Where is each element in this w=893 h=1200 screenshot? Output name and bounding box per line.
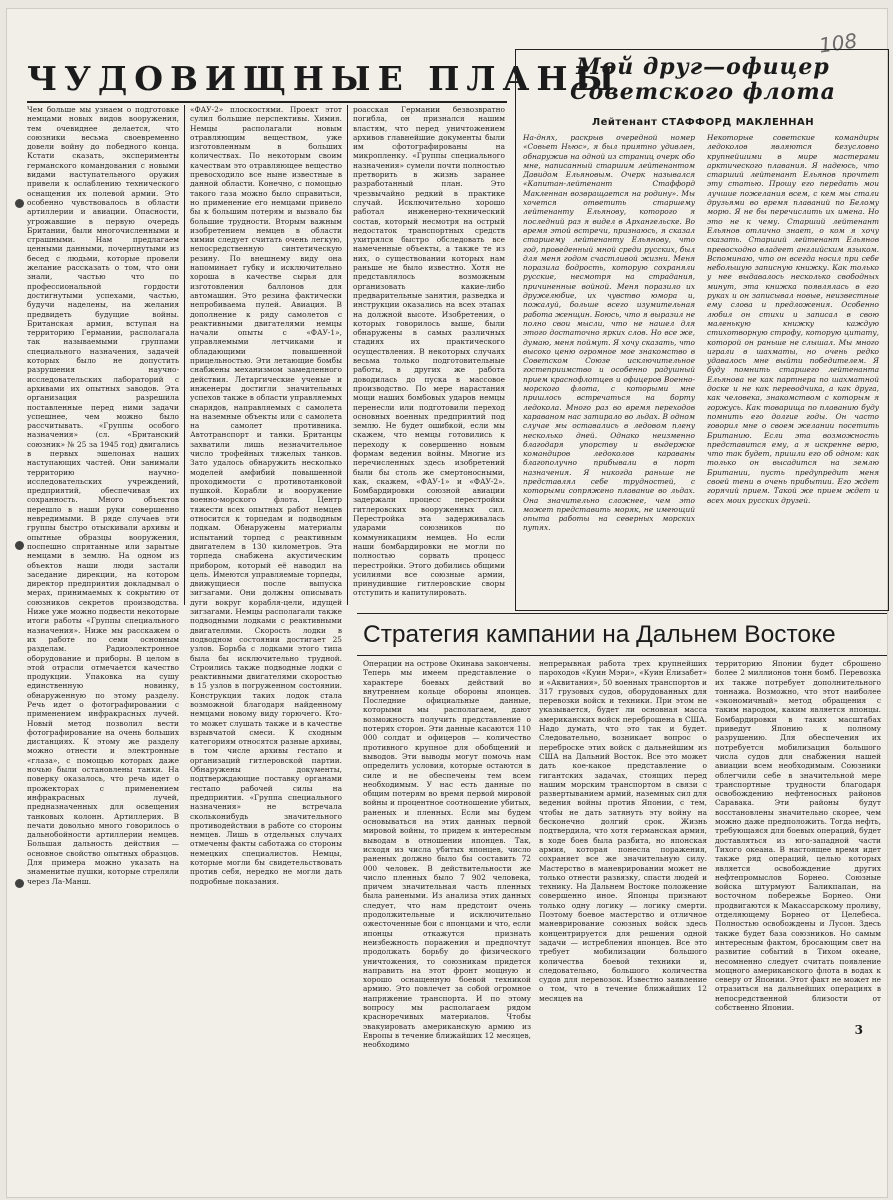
article1-column-1 (27, 105, 179, 1185)
article3-column-1 (363, 659, 531, 1189)
article1-col2-text: «ФАУ-2» плоскостями. Проект этот сулил большие перспективы. Химия. Немцы располагали новым отравляющим веществом, уже изготовленным в больших количествах. По некоторым своим качествам это отравляющее вещество превосходило все ныне известные в данной области. Конечно, с помощью такого газа можно было справиться, но применение его немцами привело бы к большим потерям и вызвало бы большие трудности. Вторым важным изобретением немцев в области химии следует считать очень легкую, непосредственную синтетическую резину. По внешнему виду она напоминает губку и исключительно хороша в качестве сырья для изготовления баллонов для автомашин. Это резина фактически непробиваема пулей. Авиация. В дополнение к ряду самолетов с реактивными двигателями немцы начали опыты с «ФАУ-1», управляемыми летчиками и обладающими повышенной прицельностью. Эти летающие бомбы снабжены механизмом замедленного действия. Летаргические ученые и инженеры достигли значительных успехов также в области управляемых снарядов, направляемых с самолета на наземные объекты или с самолета на самолет противника. Автотранспорт и танки. Британцы захватили лишь незначительное число трофейных тяжелых танков. Зато удалось обнаружить несколько моделей амфибий повышенной проходимости с противотанковой пушкой. Корабли и вооружение военно-морского флота. Центр тяжести всех опытных работ немцев относится к торпедам и подводным лодкам. Обнаружены материалы испытаний торпед с реактивным двигателем в 130 километров. Эта торпеда снабжена акустическим прибором, который её наводил на цель. Имеются управляемые торпеды, движущиеся после выпуска зигзагами. Они должны описывать дуги вокруг корабля-цели, идущей зигзагами. Немцы располагали также подводными лодками с реактивными двигателями. Скорость лодки в подводном состоянии достигает 25 узлов. Борьба с лодками этого типа была бы исключительно трудной. Строились также подводные лодки с реактивными двигателями скоростью в 15 узлов в погруженном состоянии. Конструкция таких лодок стала возможной благодаря найденному немцами новому виду горючего. Кто-то может слушать также и в качестве взрывчатой смеси. К сходным категориям относятся разные архивы, в том числе архивы гестапо и организаций гитлеровской партии. Обнаружены документы, подтверждающие поставку органами гестапо рабочей силы на предприятия. «Группа специального назначения» не встречала скольконибудь значительного противодействия в работе со стороны немцев. Лишь в отдельных случаях отмечены факты саботажа со стороны немецких специалистов. Немцы, которые могли бы свидетельствовать против себя, нередко не могли дать подробные показания. (190, 105, 342, 886)
article1-headline: ЧУДОВИЩНЫЕ ПЛАНЫ (27, 59, 622, 98)
article1-column-3 (353, 105, 505, 605)
article2-column-1 (523, 133, 695, 603)
article3-col2-text: непрерывная работа трех крупнейших пароходов «Куин Мэри», «Куин Елизабет» и «Аквитания», 50 военных транспортов и 317 грузовых судов, оборудованных для перевозки войск и техники. При этом не указывается, будет ли основная масса американских войск переброшена в США. Надо думать, что это так и будет. Следовательно, возникает вопрос о переброске этих войск с дальнейшим из США на Дальний Восток. Все это может дать кое-какое представление о гигантских задачах, стоящих перед нашим морским транспортом в связи с развертыванием армий, наземных сил для ведения войны против Японии, с тем, чтобы не дать затянуть эту войну на бесконечно долгий срок. Жизнь подтвердила, что хотя германская армия, в ходе боев была разбита, но японская армия, которая понесла поражения, сохраняет все же значительную силу. Мастерство в маневрировании может не только отнести развязку, спасти людей и технику. На Дальнем Востоке положение совершенно иное. Японцы признают только одну логику — логику смерти. Поэтому боевое мастерство и отличное маневрирование союзных войск здесь концентрируется для решения одной задачи — истребления японцев. Все это требует мобилизации большого количества боевой техники и, следовательно, большого количества судов для перевозок. Известно заявление о том, что в течение ближайших 12 месяцев на (539, 659, 707, 1003)
article1-col3-text: роасская Германии безвозвратно погибла, он признался нашим властям, что перед уничтожением архивов главнейшие документы были им сфотографированы на микропленку. «Группы специального назначения» сумели почти полностью претворить в жизнь заранее разработанный план. Это чрезвычайно редкий в практике случай. Исключительно хорошо работал инженерно-технический состав, который несмотря на острый недостаток транспортных средств ухитрялся быстро обследовать все намеченные объекты, а также те из них, о существовании которых нам раньше не было известно. Хотя не представлялось возможным организовать какие-либо предварительные занятия, разведка и инструкции оказались на всех этапах на должной высоте. Изобретения, о которых говорилось выше, были обнаружены в самых различных стадиях их практического осуществления. В некоторых случаях весьма только подготовительные работы, в других же работа доводилась до пуска в массовое производство. По мере нарастания мощи наших бомбовых ударов немцы перенесли или подготовили переход основных военных предприятий под землю. Не будет ошибкой, если мы скажем, что немцы готовились к переходу к совершенно новым формам ведения войны. Многие из перечисленных здесь изобретений были бы столь же смертоносными, как, скажем, «ФАУ-1» и «ФАУ-2». Бомбардировки союзной авиации задержали процесс перестройки гитлеровских вооруженных сил. Перестройка эта задерживалась ударами союзников по коммуникациям немцев. Но если наши бомбардировки не могли по полностью сорвать процесс перестройки. Этого добились общими усилиями все союзные армии, принудившие гитлеровские своры отступить и капитулировать. (353, 105, 505, 598)
article3-headline: Стратегия кампании на Дальнем Востоке (363, 621, 836, 648)
column-divider (184, 105, 185, 605)
section-rule (357, 613, 887, 614)
article3-column-3 (715, 659, 881, 1189)
article3-col3-text: территорию Японии будет сброшено более 2 миллионов тонн бомб. Перевозка их также потребует дополнительного тоннажа. Возможно, что этот наиболее «экономичный» метод обращения с таким народом, каким является японцы. Бомбардировки в таких масштабах приведут Японию к полному разрушению. Для обеспечения их потребуется мобилизация большого числа судов для снабжения нашей авиации всем необходимым. Союзники облегчили себе в значительной мере транспортные трудности благодаря освобождению нефтеносных районов Саравака. Эти районы будут восстановлены значительно скорее, чем можно даже предположить. Тогда нефть, требующаяся для боевых операций, будет доставляться из юго-западной части Тихого океана. В настоящее время идет также ряд операций, целью которых является освобождение других нефтепромыслов Борнео. Союзные войска штурмуют Баликпапан, на восточном побережье Борнео. Они продвигаются к Макассарскому проливу, отделяющему Борнео от Целебеса. Полностью освобождены и Лусон. Здесь также будет база союзников. Но самым интересным фактом, бросающим свет на развитие событий в Тихом океане, несомненно следует считать появление мощного американского флота в водах к северу от Японии. Этот факт не может не отразиться на дальнейших операциях в непосредственной близости от собственно Японии. (715, 659, 881, 1012)
article2-headline-line2: Советского флота (570, 79, 836, 105)
handwritten-folio: 108 (817, 28, 859, 58)
article2-col1-text: На-днях, раскрыв очередной номер «Совьет Ньюс», я был приятно удивлен, обнаружив на одной из страниц очерк обо мне, написанный старшим лейтенантом Давидом Ельяновым. Очерк назывался «Капитан-лейтенант Стаффорд Макленнан возвращается на родину». Мы хочется ответить старшему лейтенанту Ельянову, которого я последний раз я видел в Архангельске. Во время этой встречи, признаюсь, я сказал старшему лейтенанту Ельянову, что год, проведенный мной среди русских, был для меня годом счастливой жизни. Меня поразила бодрость, которую сохраняли русские, несмотря на страдания, причиненные войной. Меня поразило их дружелюбие, их чувство юмора и, пожалуй, больше всего изумительная работа женщин. Боюсь, что я выразил не полно свои мысли, что не нашел для этого достаточно ярких слов. Но все же, думаю, меня поймут. Я хочу сказать, что высоко ценю огромное мое знакомство в Советском Союзе исключительное гостеприимство и особенно радушный прием краснофлотцев и офицеров Военно-морского флота, с которыми мне пришлось встречаться на борту ледокола. Много раз во время переходов караваном нас затирало во льдах. В одном случае мы оставались в ледовом плену несколько дней. Однако неизменно благодаря упорству и выдержке командиров ледоколов караваны благополучно прибывали в порт назначения. Я никогда раньше не представлял себе трудностей, с которыми сопряжено плавание во льдах. Она значительно сложнее, чем это может представить моряк, не имеющий опыта работы на северных морских путях. (523, 133, 695, 533)
ink-blot (15, 879, 24, 888)
article2-byline: Лейтенант СТАФФОРД МАКЛЕННАН (591, 117, 815, 128)
headline-rule (27, 101, 507, 103)
article2-column-2 (707, 133, 879, 603)
section-rule (357, 655, 887, 656)
newspaper-page (6, 8, 888, 1198)
article2-headline-line1: Мой друг—офицер (576, 54, 830, 80)
column-divider (347, 105, 348, 605)
article1-col1-text: Чем больше мы узнаем о подготовке немцами новых видов вооружения, тем очевиднее делается, что союзники весьма своевременно довели войну до победного конца. Кстати сказать, эксперименты германского командования с новыми видами наступательного оружия привели к ослаблению технического оснащения их полевой армии. Это особенно чувствовалось в области артиллерии и авиации. Опасности, угрожавшие в первую очередь Британии, были многочисленными и страшными. Нам предлагаем ценными данными, почерпнутыми из бесед с людьми, которые провели желание рассказать о том, что они знали, частью что по профессиональной гордости достигнутыми успехами, частью, будучи наделены, на желания предвидеть будущие войны. Британская армия, вступая на территорию Германии, располагала так называемыми группами специального назначения, задачей которых было не допустить разрушения научно-исследовательских лабораторий с архивами их опытных заводов. Эта организация разрешила поставленные перед ними задачи успешнее, чем можно было рассчитывать. «Группы особого назначения» (сл. «Британский союзник» № 25 за 1945 год) двигались в первых эшелонах наших наступающих частей. Они занимали территорию научно-исследовательских учреждений, предприятий, обеспечивая их сохранность. Много объектов перешло в наши руки совершенно невредимыми. В ряде случаев эти группы быстро отыскивали архивы и опытные образцы вооружения, поспешно спрятанные или зарытые немцами в землю. На одном из объектов наши люди застали заседание дирекции, на котором директор предприятия докладывал о мерах, принимаемых к сокрытию от союзников секретов производства. Ниже уже можно подвести некоторые итоги работы «Группы специального назначения». Ниже мы расскажем о их работе по семи основным разделам. Радиоэлектронное оборудование и приборы. В целом в этой отрасли отмечается качество продукции. Упаковка на сушу единственную новинку, обнаруженную по этому разделу. Речь идет о фотографировании с применением инфракрасных лучей. Новый метод позволил вести фотографирование на очень больших дистанциях. К этому же разделу можно отнести и электронные «глаза», с помощью которых даже ночью были остановлены танки. На поверку оказалось, что речь идет о прожекторах с применением инфракрасных лучей, предназначенных для освещения танковых колонн. Артиллерия. В печати довольно много говорилось о дальнобойности артиллерии немцев. Большая дальность действия — основное свойство опытных образцов. Для примера можно указать на знаменитые пушки, которые стреляли через Ла-Манш. (27, 105, 179, 886)
page-number: 3 (854, 1023, 863, 1037)
article2-col2-text: Некоторые советские командиры ледоколов являются безусловно крупнейшими в мире мастерами арктического плавания. Я надеюсь, что старший лейтенант Ельянов прочтет эту статью. Прошу его передать мои лучшие пожелания всем, с кем мы стали друзьями во время плаваний по Белому морю. Я не бы перечислить их имена. Но это не к чему. Старший лейтенант Ельянов отлично знает, о ком я хочу сказать. Старший лейтенант Ельянов превосходно владеет английским языком. Вспоминаю, что он всегда носил при себе небольшую записную книжку. Как только у нее выдавалось несколько свободных минут, эта книжка появлялась в его руках и он записывал новые, неизвестные ему слова и предложения. Особенно любил он стихи и записал в свою маленькую книжку каждую стихотворную строфу, которую цитату, которой он раньше не слышал. Мы много играли в шахматы, но очень редко удавалось мне выйти победителем. Я буду помнить старшего лейтенанта Ельянова не как партнера по шахматной доске и не как переводчика, а как друга, как человека, знакомством с которым я горжусь. Как товарища по плаванию буду помнить его долгие годы. Он часто говорил мне о своем желании посетить Британию. Если эта возможность представится ему, а я искренне верю, что так будет, пришли его об одном: как только он высадится на землю Британии, пусть предупредит меня своей тени в очень прибытии. Его ждет горячий прием. Такой же прием ждет и всех моих русских друзей. (707, 133, 879, 505)
ink-blot (15, 199, 24, 208)
article1-column-2 (190, 105, 342, 1185)
article2-headline (523, 55, 883, 105)
article3-col1-text: Операции на острове Окинава закончены. Теперь мы имеем представление о характере боевых действий во внутреннем кольце обороны японцев. Последние официальные данные, которыми мы располагаем, дают возможность получить представление о потерях сторон. Эти данные касаются 110 000 солдат и офицеров — количество противного крупное для обобщений и выводов. Эти выводы могут помочь нам определить условия, которые остаются в силе и не обеспечены тем всем необходимым. У нас есть данные по общим потерям во время первой мировой войны и процентное соотношение убитых, раненых и пленных. Если мы будем основываться на этих данных первой мировой войны, то придем к интересным выводам в отношении японцев. Так, исходя из числа убитых японцев, число раненых должно было бы составить 72 000 человек. В действительности же число пленных было 7 902 человека, причем значительная часть пленных была ранеными. Из анализа этих данных следует, что нам предстоит очень продолжительные и исключительно ожесточенные бои с японцами и что, если японцы откажутся признать неизбежность поражения и предпочтут продолжать борьбу до физического уничтожения, то союзникам придется направить на этот фронт мощную и хорошо оснащенную боевой техникой армию. Это повлечет за собой огромное напряжение транспорта. И по этому вопросу мы располагаем рядом красноречивых материалов. Чтобы эвакуировать американскую армию из Европы в течение ближайших 12 месяцев, необходимо (363, 659, 531, 1050)
article3-column-2 (539, 659, 707, 1189)
ink-blot (15, 541, 24, 550)
